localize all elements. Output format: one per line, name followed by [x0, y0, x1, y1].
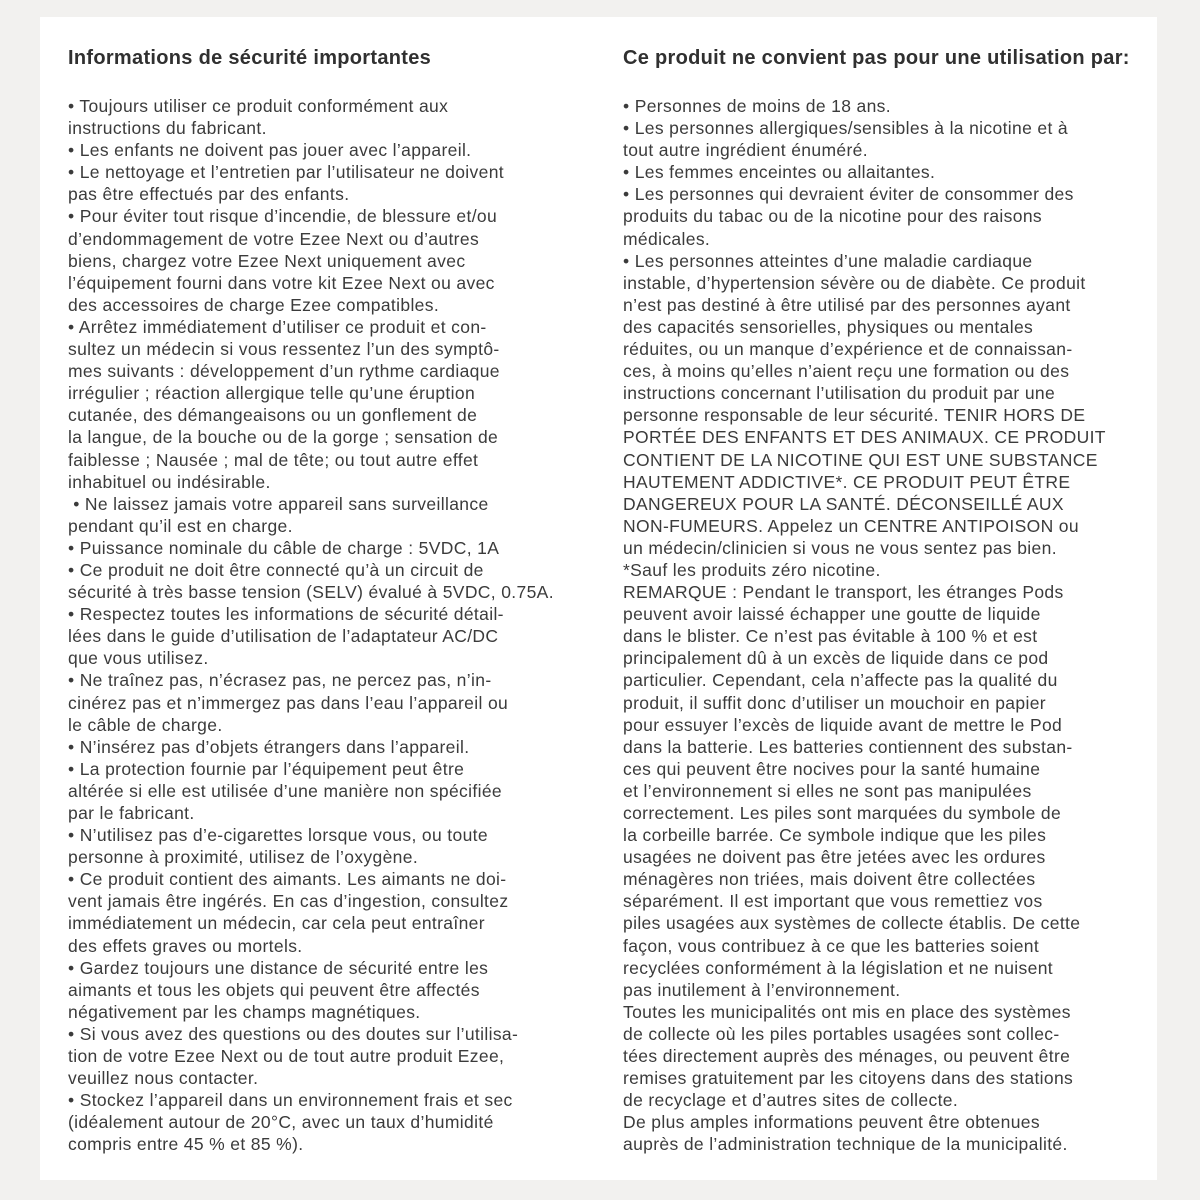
left-column-body: • Toujours utiliser ce produit conformément aux instructions du fabricant. • Les enfants ne doivent pas jouer avec l’appareil. • Le nettoyage et l’entretien par l’utilisateur ne doivent pas être effectués par des enfants. • Pour éviter tout risque d’incendie, de blessure et/ou d’endommagement de votre Ezee Next ou d’autres biens, chargez votre Ezee Next uniquement avec l’équipement fourni dans votre kit Ezee Next ou avec des accessoires de charge Ezee compatibles. • Arrêtez immédiatement d’utiliser ce produit et con- sultez un médecin si vous ressentez l’un des symptô- mes suivants : développement d’un rythme cardiaque irrégulier ; réaction allergique telle qu’une éruption cutanée, des démangeaisons ou un gonflement de la langue, de la bouche ou de la gorge ; sensation de faiblesse ; Nausée ; mal de tête; ou tout autre effet inhabituel ou indésirable. • Ne laissez jamais votre appareil sans surveillance pendant qu’il est en charge. • Puissance nominale du câble de charge : 5VDC, 1A • Ce produit ne doit être connecté qu’à un circuit de sécurité à très basse tension (SELV) évalué à 5VDC, 0.75A. • Respectez toutes les informations de sécurité détail- lées dans le guide d’utilisation de l’adaptateur AC/DC que vous utilisez. • Ne traînez pas, n’écrasez pas, ne percez pas, n’in- cinérez pas et n’immergez pas dans l’eau l’appareil ou le câble de charge. • N’insérez pas d’objets étrangers dans l’appareil. • La protection fournie par l’équipement peut être altérée si elle est utilisée d’une manière non spécifiée par le fabricant. • N’utilisez pas d’e-cigarettes lorsque vous, ou toute personne à proximité, utilisez de l’oxygène. • Ce produit contient des aimants. Les aimants ne doi- vent jamais être ingérés. En cas d’ingestion, consultez immédiatement un médecin, car cela peut entraîner des effets graves ou mortels. • Gardez toujours une distance de sécurité entre les aimants et tous les objets qui peuvent être affectés négativement par les champs magnétiques. • Si vous avez des questions ou des doutes sur l’utilisa- tion de votre Ezee Next ou de tout autre produit Ezee, veuillez nous contacter. • Stockez l’appareil dans un environnement frais et sec (idéalement autour de 20°C, avec un taux d’humidité compris entre 45 % et 85 %).	[68, 96, 554, 1155]
left-column-title: Informations de sécurité importantes	[68, 47, 432, 69]
column-safety-information	[68, 45, 618, 1156]
right-column-body: • Personnes de moins de 18 ans. • Les personnes allergiques/sensibles à la nicotine et à tout autre ingrédient énuméré. • Les femmes enceintes ou allaitantes. • Les personnes qui devraient éviter de consommer des produits du tabac ou de la nicotine pour des raisons médicales. • Les personnes atteintes d’une maladie cardiaque instable, d’hypertension sévère ou de diabète. Ce produit n’est pas destiné à être utilisé par des personnes ayant des capacités sensorielles, physiques ou mentales réduites, ou un manque d’expérience et de connaissan- ces, à moins qu’elles n’aient reçu une formation ou des instructions concernant l’utilisation du produit par une personne responsable de leur sécurité. TENIR HORS DE PORTÉE DES ENFANTS ET DES ANIMAUX. CE PRODUIT CONTIENT DE LA NICOTINE QUI EST UNE SUBSTANCE HAUTEMENT ADDICTIVE*. CE PRODUIT PEUT ÊTRE DANGEREUX POUR LA SANTÉ. DÉCONSEILLÉ AUX NON-FUMEURS. Appelez un CENTRE ANTIPOISON ou un médecin/clinicien si vous ne vous sentez pas bien. *Sauf les produits zéro nicotine. REMARQUE : Pendant le transport, les étranges Pods peuvent avoir laissé échapper une goutte de liquide dans le blister. Ce n’est pas évitable à 100 % et est principalement dû à un excès de liquide dans ce pod particulier. Cependant, cela n’affecte pas la qualité du produit, il suffit donc d’utiliser un mouchoir en papier pour essuyer l’excès de liquide avant de mettre le Pod dans la batterie. Les batteries contiennent des substan- ces qui peuvent être nocives pour la santé humaine et l’environnement si elles ne sont pas manipulées correctement. Les piles sont marquées du symbole de la corbeille barrée. Ce symbole indique que les piles usagées ne doivent pas être jetées avec les ordures ménagères non triées, mais doivent être collectées séparément. Il est important que vous remettiez vos piles usagées aux systèmes de collecte établis. De cette façon, vous contribuez à ce que les batteries soient recyclées conformément à la législation et ne nuisent pas inutilement à l’environnement. Toutes les municipalités ont mis en place des systèmes de collecte où les piles portables usagées sont collec- tées directement auprès des ménages, ou peuvent être remises gratuitement par les citoyens dans des stations de recyclage et d’autres sites de collecte. De plus amples informations peuvent être obtenues auprès de l’administration technique de la municipalité.	[623, 96, 1106, 1155]
column-unsuitable-users	[623, 45, 1155, 1156]
right-column-title: Ce produit ne convient pas pour une utilisation par:	[623, 47, 1130, 69]
safety-info-sheet	[40, 17, 1157, 1180]
